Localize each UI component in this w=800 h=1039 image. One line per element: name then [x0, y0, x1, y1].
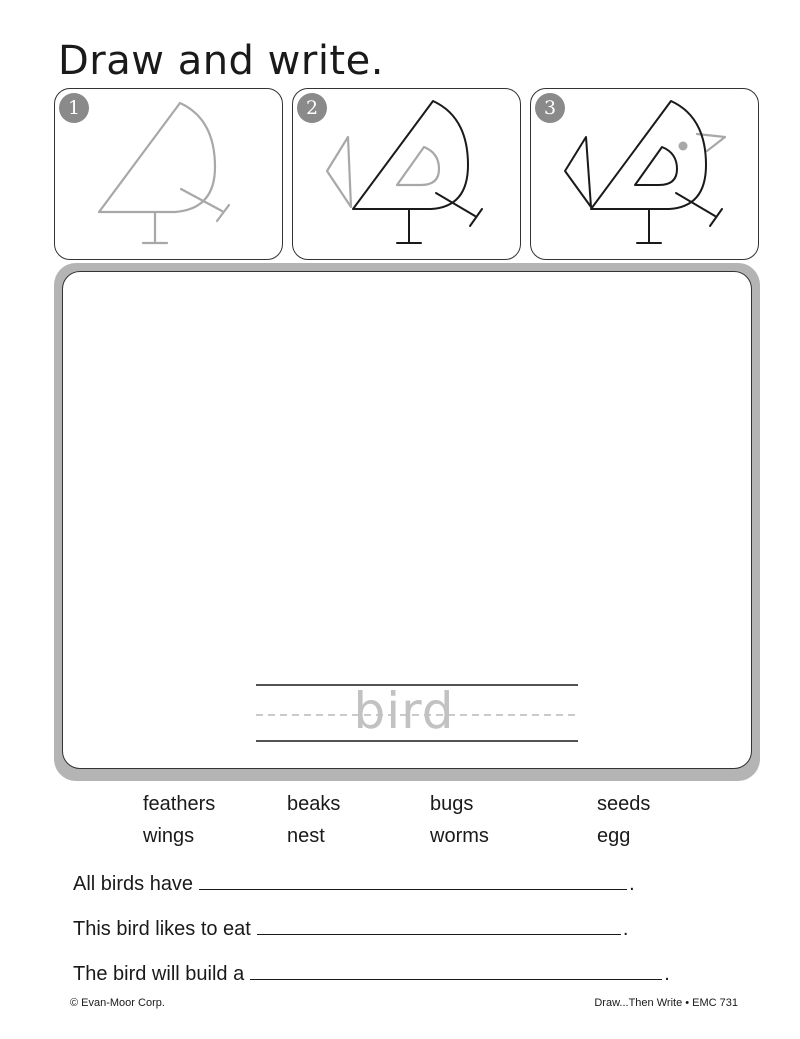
answer-blank[interactable] — [257, 916, 621, 935]
step-number-badge: 2 — [297, 93, 327, 123]
sentence-period: . — [622, 918, 629, 940]
bird-step-3-drawing — [531, 89, 760, 261]
word-bank-item: egg — [597, 825, 631, 847]
word-bank-item: beaks — [287, 793, 341, 815]
sentence-prompt: The bird will build a — [73, 963, 245, 985]
word-bank-item: bugs — [430, 793, 474, 815]
sentence-1 — [73, 871, 635, 896]
word-bank-item: nest — [287, 825, 325, 847]
step-panel-3 — [530, 88, 759, 260]
word-bank-item: wings — [143, 825, 195, 847]
drawing-area[interactable] — [62, 271, 752, 769]
step-panel-2 — [292, 88, 521, 260]
step-panel-1 — [54, 88, 283, 260]
word-bank — [0, 789, 800, 859]
trace-word: bird — [353, 682, 455, 740]
footer-copyright: © Evan-Moor Corp. — [70, 997, 165, 1009]
bird-step-1-drawing — [55, 89, 284, 261]
word-bank-item: seeds — [597, 793, 651, 815]
sentence-prompt: This bird likes to eat — [73, 918, 251, 940]
answer-blank[interactable] — [250, 961, 662, 980]
page-title: Draw and write. — [58, 38, 384, 84]
answer-blank[interactable] — [199, 871, 627, 890]
drawing-frame — [54, 263, 760, 781]
sentence-period: . — [629, 873, 635, 895]
sentence-prompt: All birds have — [73, 873, 194, 895]
word-bank-item: worms — [430, 825, 489, 847]
bird-step-2-drawing — [293, 89, 522, 261]
sentence-period: . — [664, 963, 670, 985]
step-number-badge: 1 — [59, 93, 89, 123]
sentence-2 — [73, 916, 628, 941]
word-bank-item: feathers — [143, 793, 216, 815]
sentence-3 — [73, 961, 670, 986]
footer-book-info: Draw...Then Write • EMC 731 — [594, 997, 738, 1009]
step-number-badge: 3 — [535, 93, 565, 123]
